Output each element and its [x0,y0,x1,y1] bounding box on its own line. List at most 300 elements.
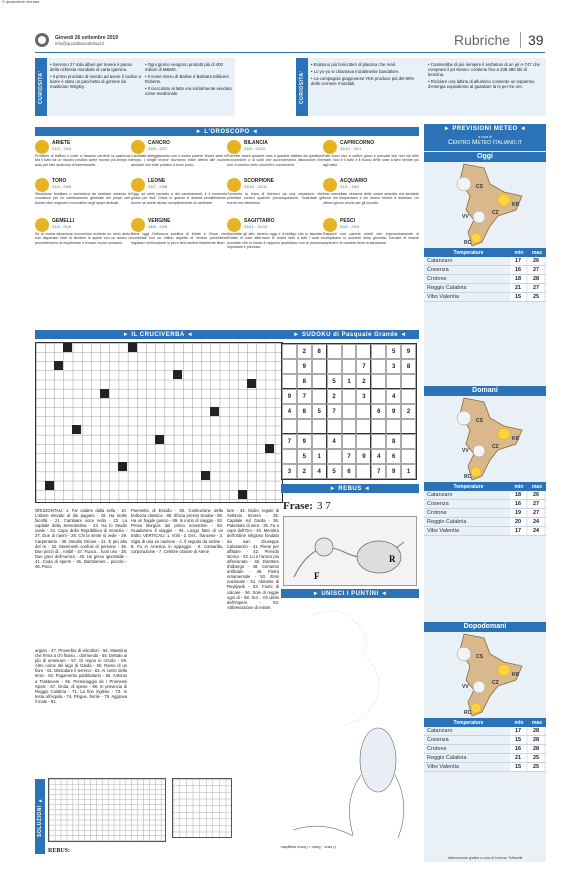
cloud-icon [473,681,485,693]
sudoku-cell[interactable]: 5 [327,374,342,389]
temp-max: 27 [528,284,544,292]
temp-max: 28 [528,736,544,744]
sudoku-cell[interactable]: 8 [297,374,312,389]
temp-row [424,745,546,754]
temp-row [424,275,546,284]
map-label: CS [476,654,483,660]
map-label: KR [512,202,520,208]
curiosita-item: • Ogni giorno vengono prodotti più di 400 milioni di M&MS. [145,62,223,72]
meteo-title-bar: ► PREVISIONI METEO ◄ [424,124,546,133]
sudoku-cell[interactable] [401,389,416,404]
curiosita-item: • Riciclare una lattina di alluminio consente un risparmio d'energia equivalente al guardare la tv per tre ore. [428,79,535,89]
city-name: Vibo Valentia [427,528,459,534]
sudoku-cell[interactable]: 9 [282,389,297,404]
sign-name: TORO [52,178,67,184]
sun-icon [471,233,481,243]
temp-row [424,257,546,266]
sudoku-cell[interactable] [282,374,297,389]
temp-max: 24 [528,527,544,535]
temp-max: 25 [528,293,544,301]
sign-text: Bene oggi l'influenza positiva di Marte e Giove che combinati con un ottimo aspetto di Venere potrebbero regalarvi un'emozione in più e farvi sentire finalmente liberi. [131,232,227,245]
sudoku-cell[interactable]: 2 [297,464,312,479]
crossword-black-cell [201,471,210,480]
temp-header [424,248,546,257]
sign-text: Rapporti con parenti stretti che improvvisamente si complicano lo scorrere della giornata. Cercate di essere pazienti e di valutare bene la situazione. [323,232,419,245]
sudoku-cell[interactable] [342,359,357,374]
city-name: Reggio Calabria [427,755,467,761]
sign-name: CAPRICORNO [340,140,375,146]
oroscopo-title-bar: ► L'OROSCOPO ◄ [35,127,419,136]
crossword-clues-col-1: ORIZZONTALI: 1. Far cadere dalla sella - 10. L'altare elevato al dio pagano - 18. Ha molte facoltà - 21. Cambiare voce nella - 22. La capitale della Serenissima - 23. Ha lo Studio ovale - 24. Capo della Repubblica di Venezia - 27. Due di nanni - 28. Chi la sente si vede - 29. Carpenteria - 30. Micidio Orione - 31. È più alto del re - 32. Movimenti confusi di persone - 35. Due pezzi di... rosbif - 37. Fuoco... fuori uso - 38. Due greci dell'Aurora - 40. Un greco ignorabile - 41. Coda di sperm - 45. Bartolomeo... piccolo - 46. Poco [35,508,127,570]
temp-max: 28 [528,275,544,283]
temp-label: Temperature [453,483,484,490]
map-label: KR [512,436,520,442]
sign-dates: 21/3 - 20/4 [52,146,72,151]
temp-row [424,754,546,763]
sign-name: SCORPIONE [244,178,275,184]
map-label: RC [464,240,472,246]
sudoku-cell[interactable] [312,434,327,449]
city-name: Vibo Valentia [427,764,459,770]
sudoku-cell[interactable]: 7 [282,434,297,449]
curiosita-item: • Esistono più fenicotteri di plastica che reali. [311,62,396,67]
temp-max: 25 [528,763,544,771]
sign-dates: 20/2 - 20/3 [340,224,360,229]
meteo-day-title: Oggi [424,152,546,162]
temp-min: 17 [510,527,526,535]
crossword-black-cell [265,444,274,453]
crossword-black-cell [155,435,164,444]
map-label: KR [512,672,520,678]
zodiac-icon [35,218,49,232]
sudoku-cell[interactable] [356,464,371,479]
temp-min: 17 [510,257,526,265]
calabria-map [424,632,546,718]
sun-icon [498,664,510,676]
sudoku-cell[interactable]: 4 [312,464,327,479]
zodiac-icon [323,140,337,154]
temp-max: 27 [528,509,544,517]
temp-max: 26 [528,257,544,265]
sudoku-cell[interactable] [386,374,401,389]
temp-row [424,500,546,509]
sign-text: Fate buon viso a cattivo gioco e pensate che non sia tutto male. Non è il tutto e il buono delle cose a farvi sentire più agli attivi. [323,154,419,167]
newspaper-logo-icon [35,33,49,47]
sudoku-cell[interactable] [342,419,357,434]
city-name: Crotone [427,510,447,516]
sudoku-cell[interactable] [312,389,327,404]
curiosita-item: • Il nome intero di Barbie è Barbara Millicent Roberts. [145,74,229,84]
sudoku-cell[interactable] [371,344,386,359]
rebus-solution-text: O rane - Stato = Orario sbagliato. [279,845,336,849]
sudoku-cell[interactable] [401,434,416,449]
sign-dates: 23/11 - 21/12 [244,224,268,229]
crossword-black-cell [63,343,72,352]
sign-text: Non cancellate nessuna delle vostre amicizie ma decidete bene chi frequentare e chi invece tenere a distanza. Un ottimo giorno anche per gli incontri. [323,192,419,205]
sign-text: Cambiate atteggiamento con il vostro partner finché siete in tempo. I single invece dovranno stare attenti alle nuove amicizie non tutte portano a buon porto. [131,154,227,167]
cloud-icon [457,647,471,661]
temp-row [424,266,546,275]
sudoku-cell[interactable]: 5 [297,449,312,464]
sudoku-cell[interactable] [342,404,357,419]
temp-header [424,482,546,491]
temp-row [424,509,546,518]
zodiac-icon [323,218,337,232]
max-label: max [531,483,542,490]
page-number: 39 [528,32,544,48]
sudoku-cell[interactable] [356,419,371,434]
header-email[interactable]: info@quotidianodelsud.it [55,41,105,46]
sign-dates: 21/1 - 19/2 [340,184,360,189]
city-name: Catanzaro [427,728,453,734]
rebus-title-bar: ► REBUS ◄ [281,484,419,493]
curiosita-item: • Lo yo-yo si chiamava inizialmente bandalore. [311,69,400,74]
curiosita-tag-left: CURIOSITA' [35,58,47,116]
curiosita-item: • Costerebbe di più riempire il serbatoio di un jet A-747 che comprare il jet stesso: contiene fino a 238.480 litri di benzina. [428,62,540,77]
crossword-black-cell [72,425,81,434]
curiosita-col-1 [50,62,142,89]
curiosita-item: • Servono 27 mila alberi per tenere il passo della richiesta mondiale di carta igienica. [50,62,132,72]
temp-min: 17 [510,727,526,735]
temp-row [424,727,546,736]
crossword-black-cell [210,407,219,416]
sudoku-cell[interactable] [356,404,371,419]
city-name: Cosenza [427,737,449,743]
sun-icon [498,194,510,206]
temp-min: 19 [510,509,526,517]
sudoku-cell[interactable]: 2 [401,404,416,419]
cloud-icon [457,411,471,425]
curiosita-item: • Il primo prodotto al mondo ad avere il codice a barre è stato un pacchetto di gomme da masticare Wrigley. [50,74,141,89]
temp-max: 27 [528,500,544,508]
cruciverba-title-bar: ► IL CRUCIVERBA ◄ [35,330,281,339]
sudoku-cell[interactable] [371,359,386,374]
sign-text: Situazione familiare o domestica da rivisitare creando le condizioni per un cambiamento generale dei propri cari. Avrete idee originali e innovative negli spazi dedicati. [35,192,131,205]
temp-min: 18 [510,275,526,283]
temp-min: 16 [510,745,526,753]
sign-dates: 23/9 - 22/10 [244,146,266,151]
sudoku-cell[interactable] [371,389,386,404]
sudoku-cell[interactable] [371,419,386,434]
meteo-day [424,386,546,536]
sudoku-cell[interactable]: 9 [356,449,371,464]
sun-icon [471,467,481,477]
sign-dates: 22/6 - 22/7 [148,146,168,151]
temp-row [424,527,546,536]
cloud-icon [473,445,485,457]
temp-max: 26 [528,491,544,499]
sun-icon [498,428,510,440]
temp-max: 28 [528,727,544,735]
map-label: CS [476,184,483,190]
rebus-letter-f: F [314,571,320,581]
zodiac-icon [35,178,49,192]
sign-text: Oggi, se siete pensato a dei cambiamenti, è il momento giusto per farli. Giove in questo vi aiuterà sensibilmente. Anche se avete deciso semplicemente di cambiare. [131,192,227,205]
sudoku-cell[interactable]: 6 [386,449,401,464]
curiosita-item: • La compagnia giapponese YKK produce più del 90% delle cerniere mondiali. [311,76,415,86]
crossword-black-cell [128,343,137,352]
temp-row [424,284,546,293]
sudoku-cell[interactable]: 8 [312,344,327,359]
min-label: min [514,249,524,256]
sudoku-cell[interactable] [342,389,357,404]
sudoku-cell[interactable]: 7 [356,359,371,374]
zodiac-icon [323,178,337,192]
map-label: RC [464,710,472,716]
city-name: Reggio Calabria [427,519,467,525]
meteo-provider [424,133,546,151]
sudoku-cell[interactable]: 3 [282,464,297,479]
temp-row [424,293,546,302]
header-rule [35,52,545,53]
soluzioni-tag: SOLUZIONI ► [35,779,45,854]
sudoku-cell[interactable] [356,344,371,359]
zodiac-icon [131,140,145,154]
city-name: Reggio Calabria [427,285,467,291]
zodiac-icon [131,218,145,232]
crossword-black-cell [100,389,109,398]
crossword-clues-col-1b: arguto - 47. Proverbio di viticoltori - 54. Massima che frena a chi flusso... dormendo - 55. Dettato ai più di ammirare - 57. Gi regno in circolo - 59. Altro nome del lago di Garda - 60. Ramo di un fiore - 61. Dissodare il terreno - 63. Ai centri della terra - 64. Pagamento pubblicitario - 65. Antonio a Trastevere - 66. Personaggio de I Promessi Sposi - 67. Onda, di speso - 68. In provincia di Reggio Calabria - 71. La fine inglese - 73. In testa all'Aquila - 74. Pingue, ferrile - 79. Aggrava il male - 81. [35,648,127,704]
city-name: Crotone [427,746,447,752]
sign-name: CANCRO [148,140,170,146]
temp-label: Temperature [453,249,484,256]
sudoku-cell[interactable] [282,344,297,359]
disclaimer: © riproduzione riservata [2,0,40,4]
city-name: Catanzaro [427,258,453,264]
city-name: Vibo Valentia [427,294,459,300]
sudoku-cell[interactable]: 5 [312,404,327,419]
temp-min: 16 [510,266,526,274]
sign-text: Se la vostra situazione economica richiede un certo aiuto, non disperate! Idee di dividere le spese con un amico vi permetteranno di risparmiare e trovare nuove soluzioni. [35,232,131,245]
sign-dates: 21/5 - 21/6 [52,224,72,229]
sign-dates: 23/7 - 23/8 [148,184,168,189]
sudoku-cell[interactable] [297,419,312,434]
sudoku-cell[interactable]: 4 [371,449,386,464]
sudoku-cell[interactable]: 6 [371,404,386,419]
crossword-black-cell [173,370,182,379]
sudoku-solution-grid [172,778,232,838]
max-label: max [531,719,542,726]
sudoku-cell[interactable]: 3 [386,359,401,374]
sudoku-cell[interactable]: 2 [356,374,371,389]
sudoku-cell[interactable] [371,434,386,449]
map-label: VV [462,214,469,220]
sign-dates: 22/12 - 20/1 [340,146,362,151]
temp-row [424,518,546,527]
map-label: VV [462,684,469,690]
temp-max: 28 [528,745,544,753]
zodiac-icon [227,140,241,154]
sudoku-cell[interactable]: 3 [356,389,371,404]
sudoku-cell[interactable] [342,434,357,449]
map-label: CZ [492,210,499,216]
sudoku-grid[interactable] [281,343,417,480]
sudoku-cell[interactable]: 7 [342,449,357,464]
max-label: max [531,249,542,256]
connect-dots-drawing [283,600,417,845]
rebus-letter-r: R [389,554,396,564]
sudoku-cell[interactable] [401,449,416,464]
meteo-provider-name: Centro Meteo Italiano.it [448,139,522,146]
rebus-frase [283,500,331,512]
curiosita-col-4 [428,62,544,89]
sudoku-cell[interactable]: 1 [312,449,327,464]
curiosita-tag-right: CURIOSITA' [296,58,308,116]
sudoku-cell[interactable] [312,359,327,374]
sudoku-cell[interactable]: 7 [371,464,386,479]
map-label: CS [476,418,483,424]
sign-text: Troverete la forza di liberarvi da una situazione che potrebbe crearvi qualche preoccupazione. Guardate gli eventi con ottimismo. [227,192,323,205]
temp-row [424,491,546,500]
temp-min: 21 [510,754,526,762]
sign-name: LEONE [148,178,166,184]
sudoku-cell[interactable] [356,434,371,449]
sudoku-cell[interactable]: 4 [282,404,297,419]
sudoku-cell[interactable] [342,344,357,359]
meteo-day-title: Domani [424,386,546,396]
curiosita-col-2 [145,62,233,96]
sudoku-cell[interactable]: 2 [297,344,312,359]
sudoku-cell[interactable] [371,374,386,389]
zodiac-icon [35,140,49,154]
crossword-grid[interactable] [35,342,283,503]
sun-icon [471,703,481,713]
section-title: Rubriche [454,32,511,48]
map-label: RC [464,474,472,480]
temp-min: 16 [510,500,526,508]
map-label: VV [462,448,469,454]
sign-dates: 21/4 - 20/5 [52,184,72,189]
sign-name: ARIETE [52,140,71,146]
header-separator [520,32,521,48]
cloud-icon [457,177,471,191]
sudoku-cell[interactable]: 8 [401,359,416,374]
unisci-title-bar: ► UNISCI I PUNTINI ◄ [281,589,419,598]
sudoku-cell[interactable]: 9 [386,464,401,479]
sudoku-cell[interactable]: 9 [401,344,416,359]
sign-name: VERGINE [148,218,171,224]
zodiac-icon [227,218,241,232]
header-date: Giovedì 26 settembre 2019 [55,35,119,41]
sign-name: ACQUARIO [340,178,368,184]
cloud-icon [473,211,485,223]
sudoku-cell[interactable] [282,419,297,434]
sudoku-cell[interactable]: 5 [327,464,342,479]
sudoku-cell[interactable] [327,359,342,374]
sudoku-cell[interactable]: 2 [327,389,342,404]
zodiac-icon [131,178,145,192]
sign-text: Problemi di traffico e code vi faranno perdere la pazienza. Ma il tutto ha un risvolto positivo avete trovato più tempo in auto per fare qualcosa di interessante. [35,154,131,167]
city-name: Cosenza [427,267,449,273]
sudoku-cell[interactable] [401,374,416,389]
calabria-map [424,396,546,482]
sudoku-cell[interactable] [312,374,327,389]
sudoku-cell[interactable]: 6 [342,464,357,479]
sudoku-cell[interactable] [327,344,342,359]
sudoku-cell[interactable]: 7 [327,404,342,419]
sign-text: Ascoltate gli altri, almeno oggi e d'obbligo che lo facciate. Evitate di voler affermare le vostre idee a tutti i costi e ricordate che in fondo il rapporto quotidiano con le persone importanti è prezioso. [227,232,323,249]
sign-dates: 23/10 - 22/11 [244,184,268,189]
temp-max: 25 [528,754,544,762]
temp-min: 20 [510,518,526,526]
map-label: CZ [492,444,499,450]
sudoku-title-bar: ► SUDOKU di Pasquale Grande ◄ [281,330,419,339]
sudoku-cell[interactable] [386,419,401,434]
temp-min: 21 [510,284,526,292]
sudoku-cell[interactable]: 9 [386,404,401,419]
sudoku-cell[interactable]: 9 [297,359,312,374]
rebus-illustration [283,516,417,586]
sudoku-cell[interactable] [282,449,297,464]
city-name: Catanzaro [427,492,453,498]
temp-label: Temperature [453,719,484,726]
sudoku-cell[interactable]: 1 [401,464,416,479]
crossword-black-cell [118,462,127,471]
sudoku-cell[interactable] [327,419,342,434]
sign-name: SAGITTARIO [244,218,275,224]
crossword-clues-col-2: Poemetto di Esiodo - 83. Costruzione della bellezza classica - 85. Sfocia presso Scalea - 86. Ha un fragile guscio - 89. In inizio di viaggio - 92. Prova liturgica del primo novembre - 93. Guadarono il viaggio - 94. Luogo fatto di un tratto. VERTICALI: 1. Volti - 2. Del... francese - 3. Sigla di una ex nazione - 4. Il seguito da ordine - 8. Fu in America in appoggio - 6. Camarilla, corporazione - 7. Celebre oratore di Atene [131,508,223,554]
meteo-day [424,152,546,302]
sudoku-cell[interactable]: 1 [342,374,357,389]
sudoku-cell[interactable]: 4 [327,434,342,449]
sudoku-cell[interactable]: 8 [386,434,401,449]
meteo-day [424,622,546,772]
crossword-clues-col-3: tare - 34. Giulio, regole di Settimio Severo - 35. Capitale sul Garda - 36. Patentato di sera - 39. Fa a capo dell'Oro - 40. Membro dell'ordine religioso fondato da san Giuseppe Calasanzio - 41. Piene per affittare - 42. Periodo storico - 43. Lo è l'amico più affezionato - 45. Direttore d'albergo - 48. Cemento artificiale - 49. Pietra ornamentale - 50. Ente nazionale - 51. Abitante di Reykjavik - 53. Fiumi di calcare - 56. Sole di reggie ogni di - 58. Sul... Gli ultimi dell'Impero - 93. Abbreviazione di mister. [227,508,280,610]
min-label: min [514,719,524,726]
sudoku-cell[interactable]: 5 [386,344,401,359]
crossword-black-cell [45,481,54,490]
min-label: min [514,483,524,490]
sign-name: PESCI [340,218,356,224]
map-label: CZ [492,680,499,686]
temp-row [424,763,546,772]
city-name: Crotone [427,276,447,282]
sudoku-cell[interactable]: 9 [297,434,312,449]
sudoku-cell[interactable]: 7 [297,389,312,404]
meteo-footer: elaborazione grafica a cura di Lorenzo Toffanetti [447,856,523,860]
zodiac-icon [227,178,241,192]
calabria-map [424,162,546,248]
rebus-drawing [284,517,418,587]
temp-header [424,718,546,727]
sudoku-cell[interactable] [282,359,297,374]
crossword-black-cell [54,361,63,370]
sudoku-cell[interactable]: 8 [297,404,312,419]
crossword-black-cell [247,379,256,388]
connect-dots-puzzle[interactable] [283,600,417,845]
crossword-solution-grid [48,778,166,842]
crossword-black-cell [238,490,247,499]
temp-min: 15 [510,763,526,771]
sign-dates: 24/8 - 22/9 [148,224,168,229]
temp-max: 24 [528,518,544,526]
sign-name: GEMELLI [52,218,75,224]
sign-text: Potreste avere qualche noia o qualche fastidio da questioni economiche o di soldi che accenderanno discussioni che non vi vedono certo vincenti e convincenti. [227,154,323,167]
meteo-credit-label: a cura di [478,135,492,139]
sudoku-cell[interactable] [327,449,342,464]
temp-min: 15 [510,736,526,744]
temp-max: 27 [528,266,544,274]
sudoku-cell[interactable]: 4 [386,389,401,404]
rebus-frase-value: 3 7 [316,500,331,512]
temp-min: 15 [510,293,526,301]
rebus-solution-label: REBUS: [48,848,71,854]
temp-min: 18 [510,491,526,499]
sudoku-cell[interactable] [312,419,327,434]
rebus-frase-label: Frase: [283,500,313,512]
temp-row [424,736,546,745]
sudoku-cell[interactable] [401,419,416,434]
